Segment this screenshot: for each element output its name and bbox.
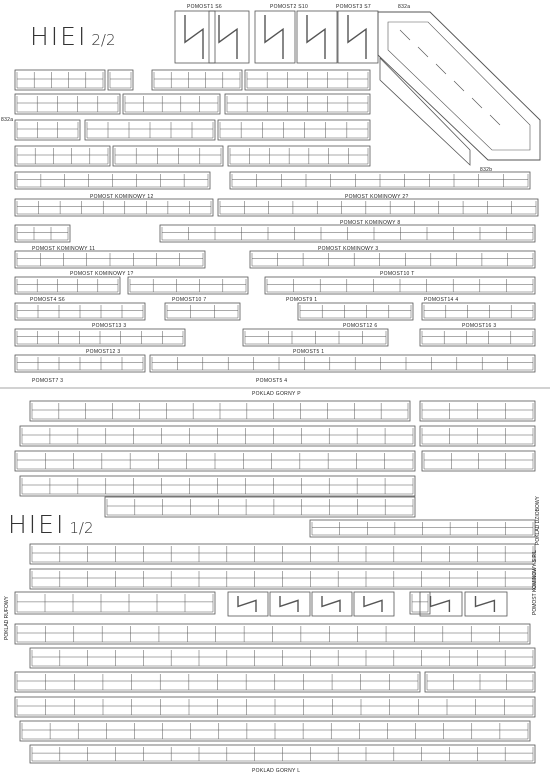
- railing-outline: [123, 94, 220, 114]
- label-kominowy1: POMOST KOMINOWY 1?: [70, 271, 134, 277]
- stair-piece: [354, 592, 394, 616]
- title-part-top: 2/2: [91, 31, 116, 49]
- railing-outline: [422, 303, 535, 320]
- diagonal-railing-post: [436, 64, 446, 74]
- railing-outline: [15, 199, 213, 216]
- diagonal-railing-post: [490, 115, 500, 125]
- stair-stringer: [238, 596, 256, 612]
- diagonal-railing-post: [454, 81, 464, 91]
- sheet-title-top: [30, 22, 115, 51]
- label-pomost7: POMOST7 3: [32, 378, 64, 384]
- railing-outline: [228, 146, 370, 166]
- diagonal-railing-post: [472, 98, 482, 108]
- railing-outline: [113, 146, 223, 166]
- stair-piece: [312, 592, 352, 616]
- label-kominowy8: POMOST KOMINOWY 8: [340, 220, 401, 226]
- stair-piece: [270, 592, 310, 616]
- label-kominowy2: POMOST KOMINOWY 2?: [345, 194, 409, 200]
- label-poklad-gorny-l: POKLAD GORNY L: [252, 768, 301, 774]
- title-main-bottom: HIEI: [8, 510, 66, 539]
- label-poklad-rufowy: POKLAD RUFOWY: [4, 596, 10, 640]
- label-pomost2: POMOST2 S10: [270, 4, 309, 10]
- label-kominowy11: POMOST KOMINOWY 11: [32, 246, 96, 252]
- label-kominowy12: POMOST KOMINOWY 12: [90, 194, 154, 200]
- label-pomost14: POMOST14 4: [424, 297, 459, 303]
- stair-piece: [228, 592, 268, 616]
- stair-stringer: [185, 15, 203, 59]
- stair-piece: [420, 592, 462, 616]
- title-part-bottom: 1/2: [69, 519, 94, 537]
- label-scale1: 832a: [398, 4, 411, 10]
- railing-outline: [250, 251, 535, 268]
- label-pomost5b: POMOST5 4: [256, 378, 288, 384]
- railing-outline: [218, 199, 538, 216]
- railing-outline: [15, 94, 120, 114]
- label-pomost12b: POMOST12 3: [86, 349, 121, 355]
- stair-stringer: [265, 15, 283, 59]
- sheet-title-bottom: [8, 510, 93, 539]
- railing-outline: [15, 146, 110, 166]
- stair-stringer: [219, 15, 237, 59]
- diagonal-railing-lower: [380, 58, 470, 165]
- label-pomost10b: POMOST10 7: [172, 297, 207, 303]
- diagonal-railing-post: [418, 47, 428, 57]
- railing-outline: [298, 303, 413, 320]
- label-pomost3: POMOST3 S7: [336, 4, 371, 10]
- label-pomost10t: POMOST10 T: [380, 271, 415, 277]
- railing-outline: [108, 70, 133, 90]
- title-main-top: HIEI: [30, 22, 88, 51]
- stair-piece: [297, 11, 337, 63]
- label-kominowy-right: POMOST KOMINOWY S P/L: [532, 550, 538, 615]
- label-pomost1: POMOST1 S6: [187, 4, 222, 10]
- stair-piece: [255, 11, 295, 63]
- stair-stringer: [476, 596, 495, 612]
- railing-outline: [105, 497, 415, 517]
- stair-stringer: [364, 596, 382, 612]
- label-pomost12a: POMOST12 6: [343, 323, 378, 329]
- label-scale2: 832a: [1, 117, 14, 123]
- diagonal-railing-post: [400, 30, 410, 40]
- label-kominowy3: POMOST KOMINOWY 3: [318, 246, 379, 252]
- stair-piece: [338, 11, 378, 63]
- railing-outline: [15, 120, 80, 140]
- label-pomost13: POMOST13 3: [92, 323, 127, 329]
- railing-outline: [15, 277, 120, 294]
- railing-outline: [218, 120, 370, 140]
- label-poklad-gorny-p: POKLAD GORNY P: [252, 391, 301, 397]
- railing-outline: [15, 225, 70, 242]
- label-pomost9: POMOST9 1: [286, 297, 318, 303]
- railing-outline: [15, 70, 105, 90]
- label-pomost4: POMOST4 S6: [30, 297, 65, 303]
- railing-outline: [420, 329, 535, 346]
- stair-stringer: [348, 15, 366, 59]
- label-poklad-dziobowy: POKLAD DZIOBOWY: [535, 496, 541, 545]
- railing-outline: [152, 70, 242, 90]
- stair-stringer: [322, 596, 340, 612]
- railing-outline: [165, 303, 240, 320]
- label-scale3: 832b: [480, 167, 493, 173]
- label-pomost5a: POMOST5 1: [293, 349, 325, 355]
- label-pomost16: POMOST16 3: [462, 323, 497, 329]
- stair-stringer: [307, 15, 325, 59]
- stair-stringer: [280, 596, 298, 612]
- railing-outline: [128, 277, 248, 294]
- stair-stringer: [431, 596, 450, 612]
- railing-outline: [150, 355, 535, 372]
- railing-outline: [225, 94, 370, 114]
- stair-piece: [465, 592, 507, 616]
